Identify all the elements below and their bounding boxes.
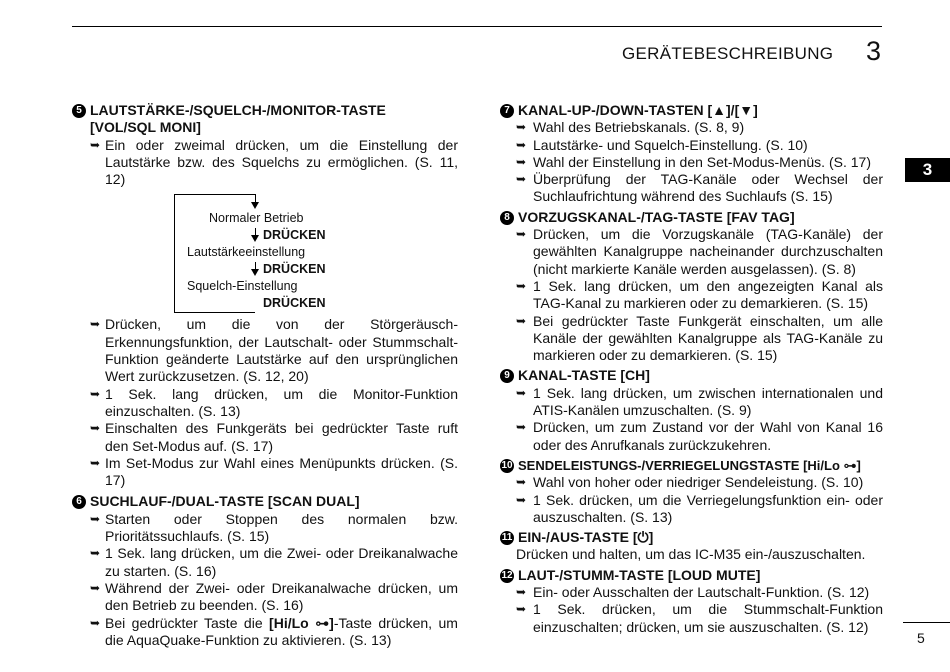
list-item (72, 386, 458, 421)
section-number: 5 (72, 104, 86, 118)
list-item (500, 119, 883, 136)
list-item (72, 455, 458, 490)
arrow-icon: ➥ (516, 492, 527, 507)
list-item-text: Ein- oder Ausschalten der Lautschalt-Funktion. (S. 12) (533, 584, 870, 601)
section-title: EIN-/AUS-TASTE [⏻] (518, 529, 654, 546)
list-item (72, 545, 458, 580)
text-part: -Taste drücken, um die AquaQuake-Funktion zu aktivieren. (S. 13) (105, 614, 458, 648)
list-item (500, 601, 883, 636)
footer-rule (903, 622, 950, 623)
list-item (500, 584, 883, 601)
page-number: 5 (917, 630, 925, 646)
arrow-icon: ➥ (516, 172, 527, 187)
list-item-text: 1 Sek. drücken, um die Stummschalt-Funktion einzuschalten; drücken, um sie auszuschalten. (S. 12) (533, 601, 883, 635)
section-number: 8 (500, 211, 514, 225)
section-title: SENDELEISTUNGS-/VERRIEGELUNGSTASTE [Hi/Lo ⊶] (518, 457, 861, 473)
list-item (500, 419, 883, 454)
list-item-text: Bei gedrückter Taste Funkgerät einschalten, um alle Kanäle der gewählten Kanalgruppe als TAG-Kanäle zu markieren oder zu demarkieren. (S. 15) (533, 312, 883, 364)
arrow-icon: ➥ (516, 385, 527, 400)
arrow-icon: ➥ (90, 546, 101, 561)
header-rule (72, 26, 882, 27)
section-heading (72, 102, 458, 137)
chapter-number: 3 (866, 36, 882, 66)
list-item (500, 313, 883, 365)
arrow-icon: ➥ (516, 313, 527, 328)
list-item (500, 474, 883, 491)
section-heading (72, 493, 458, 510)
list-item-text: Drücken, um die von der Störgeräusch-Erkennungsfunktion, der Lautschalt- oder Stummschalt-Funktion geänderte Lautstärke auf den ursprünglichen Wert zurückzusetzen. (S. 12, 20) (105, 316, 458, 385)
list-item (72, 615, 458, 650)
list-item (500, 154, 883, 171)
diagram-press-label: DRÜCKEN (263, 228, 326, 243)
arrow-icon: ➥ (90, 421, 101, 436)
list-item-text: 1 Sek. lang drücken, um zwischen internationalen und ATIS-Kanälen umzuschalten. (S. 9) (533, 384, 883, 419)
arrow-icon: ➥ (516, 420, 527, 435)
list-item (72, 420, 458, 455)
diagram-loop-line (174, 194, 175, 312)
section-title: KANAL-TASTE [CH] (518, 367, 650, 384)
list-item (72, 511, 458, 546)
list-item-text (105, 615, 458, 650)
arrow-icon: ➥ (516, 602, 527, 617)
section-heading (500, 209, 883, 226)
list-item (500, 492, 883, 527)
arrow-down-icon (251, 202, 259, 209)
section-number: 11 (501, 532, 513, 544)
section-title: SUCHLAUF-/DUAL-TASTE [SCAN DUAL] (90, 493, 360, 510)
arrow-icon: ➥ (516, 154, 527, 169)
page-title: GERÄTEBESCHREIBUNG (622, 44, 834, 63)
list-item (500, 226, 883, 278)
diagram-bottom-line (174, 312, 255, 313)
section-number: 7 (500, 104, 514, 118)
arrow-icon: ➥ (90, 455, 101, 470)
section-title: LAUTSTÄRKE-/SQUELCH-/MONITOR-TASTE (90, 102, 386, 118)
diagram-top-line (174, 194, 255, 195)
section-heading (500, 367, 883, 384)
list-item (500, 385, 883, 420)
list-item (72, 137, 458, 189)
list-item-text: Wahl des Betriebskanals. (S. 8, 9) (533, 119, 745, 136)
diagram-state-normal: Normaler Betrieb (209, 211, 304, 226)
chapter-tab: 3 (905, 158, 950, 182)
list-item-text: Während der Zwei- oder Dreikanalwache drücken, um den Betrieb zu beenden. (S. 16) (105, 579, 458, 614)
section-heading (500, 102, 883, 119)
section-heading (500, 567, 883, 584)
list-item-text: 1 Sek. drücken, um die Verriegelungsfunktion ein- oder auszuschalten. (S. 13) (533, 491, 883, 525)
section-number: 12 (501, 569, 513, 581)
arrow-icon: ➥ (516, 585, 527, 600)
section-title: LAUT-/STUMM-TASTE [LOUD MUTE] (518, 566, 761, 583)
arrow-icon: ➥ (516, 278, 527, 293)
arrow-icon: ➥ (90, 317, 101, 332)
list-item-text: Wahl der Einstellung in den Set-Modus-Menüs. (S. 17) (533, 153, 871, 170)
section-number: 9 (500, 369, 514, 383)
text-part: Bei gedrückter Taste die (105, 614, 270, 631)
list-item-text: Drücken, um die Vorzugskanäle (TAG-Kanäle) der gewählten Kanalgruppe nacheinander durchzuschalten (nicht markierte Kanäle werden ausgelassen). (S. 8) (533, 226, 883, 277)
list-item-text: Einschalten des Funkgeräts bei gedrückter Taste ruft den Set-Modus auf. (S. 17) (105, 420, 458, 454)
arrow-icon: ➥ (90, 137, 101, 152)
list-item-text: Starten oder Stoppen des normalen bzw. Prioritätssuchlaufs. (S. 15) (105, 510, 458, 545)
arrow-down-icon (251, 269, 259, 276)
list-item (500, 171, 883, 206)
list-item-text: Lautstärke- und Squelch-Einstellung. (S. 10) (533, 136, 808, 153)
arrow-icon: ➥ (90, 511, 101, 526)
list-item-text: Im Set-Modus zur Wahl eines Menüpunkts drücken. (S. 17) (105, 454, 458, 489)
arrow-icon: ➥ (90, 615, 101, 630)
list-item (500, 137, 883, 154)
arrow-icon: ➥ (516, 120, 527, 135)
list-item-text: Drücken, um zum Zustand vor der Wahl von Kanal 16 oder des Anrufkanals zurückzukehren. (533, 419, 883, 453)
section-title: KANAL-UP-/DOWN-TASTEN [▲]/[▼] (518, 102, 758, 118)
arrow-icon: ➥ (90, 386, 101, 401)
left-column (72, 102, 458, 649)
section-heading (500, 457, 883, 474)
list-item-text: Ein oder zweimal drücken, um die Einstellung der Lautstärke bzw. des Squelchs zu ermöglichen. (S. 11, 12) (105, 136, 458, 188)
section-title: VORZUGSKANAL-/TAG-TASTE [FAV TAG] (518, 208, 795, 225)
list-item (500, 278, 883, 313)
section-title-key: [VOL/SQL MONI] (90, 119, 201, 136)
diagram-state-squelch: Squelch-Einstellung (187, 279, 298, 294)
section-text: Drücken und halten, um das IC-M35 ein-/auszuschalten. (516, 546, 866, 563)
diagram-state-volume: Lautstärkeeinstellung (187, 245, 306, 260)
list-item-text: 1 Sek. lang drücken, um die Zwei- oder Dreikanalwache zu starten. (S. 16) (105, 545, 458, 579)
section-heading (500, 529, 883, 546)
key-label: [Hi/Lo ⊶] (269, 614, 334, 631)
mode-diagram (72, 188, 458, 316)
list-item-text: 1 Sek. lang drücken, um die Monitor-Funktion einzuschalten. (S. 13) (105, 385, 458, 419)
section-number: 6 (72, 495, 86, 509)
right-column (500, 102, 883, 636)
diagram-press-label: DRÜCKEN (263, 262, 326, 277)
arrow-icon: ➥ (516, 475, 527, 490)
section-number: 10 (501, 459, 513, 471)
arrow-icon: ➥ (516, 227, 527, 242)
arrow-icon: ➥ (90, 580, 101, 595)
list-item (72, 580, 458, 615)
list-item-text: Überprüfung der TAG-Kanäle oder Wechsel der Suchlaufrichtung während des Suchlaufs (S. 15) (533, 171, 883, 205)
list-item-text: 1 Sek. lang drücken, um den angezeigten Kanal als TAG-Kanal zu markieren oder zu demarkieren. (S. 15) (533, 277, 883, 312)
diagram-press-label: DRÜCKEN (263, 296, 326, 311)
list-item-text: Wahl von hoher oder niedriger Sendeleistung. (S. 10) (533, 474, 864, 491)
arrow-icon: ➥ (516, 137, 527, 152)
arrow-down-icon (251, 235, 259, 242)
list-item (72, 316, 458, 385)
